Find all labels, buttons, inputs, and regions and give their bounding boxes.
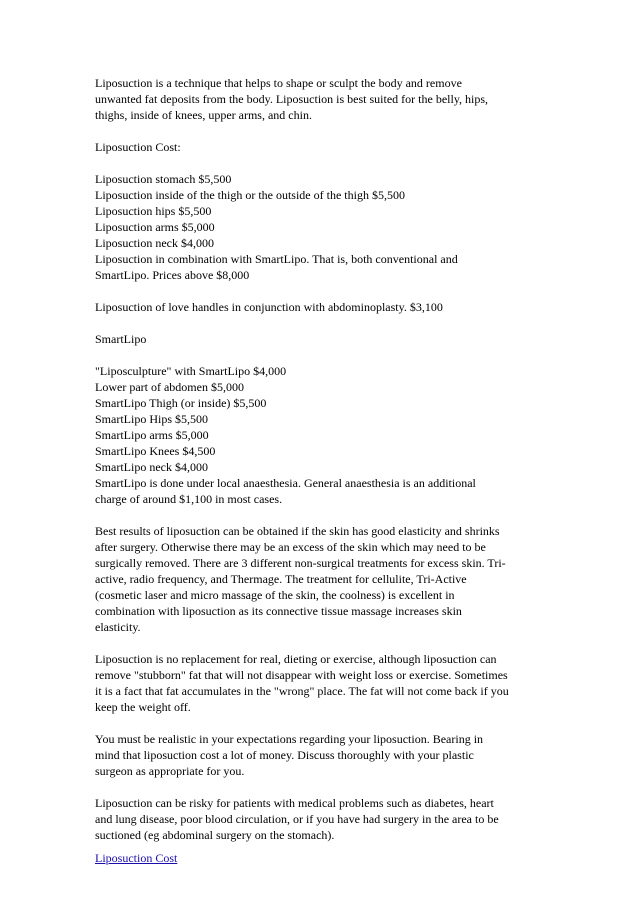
text-line: Liposuction of love handles in conjunction with abdominoplasty. $3,100 xyxy=(95,300,443,314)
text-line: mind that liposuction cost a lot of money. Discuss thoroughly with your plastic xyxy=(95,748,474,762)
text-line: keep the weight off. xyxy=(95,700,191,714)
text-line: after surgery. Otherwise there may be an excess of the skin which may need to be xyxy=(95,540,486,554)
text-line: combination with liposuction as its connective tissue massage increases skin xyxy=(95,604,462,618)
text-line: thighs, inside of knees, upper arms, and chin. xyxy=(95,108,312,122)
cost-heading-text: Liposuction Cost: xyxy=(95,140,181,154)
realistic-paragraph xyxy=(95,731,555,779)
list-item: SmartLipo Hips $5,500 xyxy=(95,412,208,426)
list-item: Liposuction stomach $5,500 xyxy=(95,172,232,186)
text-line: surgically removed. There are 3 different non-surgical treatments for excess skin. Tri- xyxy=(95,556,506,570)
text-line: it is a fact that fat accumulates in the "wrong" place. The fat will not come back if you xyxy=(95,684,509,698)
text-line: (cosmetic laser and micro massage of the skin, the coolness) is excellent in xyxy=(95,588,455,602)
text-line: remove "stubborn" fat that will not disappear with weight loss or exercise. Sometimes xyxy=(95,668,508,682)
list-item: SmartLipo Thigh (or inside) $5,500 xyxy=(95,396,267,410)
love-handles-paragraph xyxy=(95,299,555,315)
text-line: Liposuction is no replacement for real, dieting or exercise, although liposuction can xyxy=(95,652,497,666)
text-line: Liposuction is a technique that helps to shape or sculpt the body and remove xyxy=(95,76,462,90)
list-item: Liposuction inside of the thigh or the outside of the thigh $5,500 xyxy=(95,188,405,202)
text-line: Liposuction can be risky for patients with medical problems such as diabetes, heart xyxy=(95,796,494,810)
text-line: and lung disease, poor blood circulation, or if you have had surgery in the area to be xyxy=(95,812,499,826)
smartlipo-list xyxy=(95,363,555,507)
list-item: Liposuction arms $5,000 xyxy=(95,220,215,234)
list-item: SmartLipo Knees $4,500 xyxy=(95,444,216,458)
text-line: surgeon as appropriate for you. xyxy=(95,764,245,778)
intro-paragraph xyxy=(95,75,555,123)
list-item: SmartLipo. Prices above $8,000 xyxy=(95,268,250,282)
list-item: Liposuction hips $5,500 xyxy=(95,204,212,218)
list-item: SmartLipo arms $5,000 xyxy=(95,428,209,442)
list-item: "Liposculpture" with SmartLipo $4,000 xyxy=(95,364,287,378)
list-item: SmartLipo neck $4,000 xyxy=(95,460,208,474)
cost-heading xyxy=(95,139,555,155)
text-line: elasticity. xyxy=(95,620,141,634)
list-item: Liposuction in combination with SmartLipo. That is, both conventional and xyxy=(95,252,458,266)
list-item: Liposuction neck $4,000 xyxy=(95,236,214,250)
text-line: You must be realistic in your expectations regarding your liposuction. Bearing in xyxy=(95,732,484,746)
text-line: active, radio frequency, and Thermage. The treatment for cellulite, Tri-Active xyxy=(95,572,467,586)
liposuction-cost-link[interactable]: Liposuction Cost xyxy=(95,851,178,865)
text-line: unwanted fat deposits from the body. Liposuction is best suited for the belly, hips, xyxy=(95,92,489,106)
list-item: charge of around $1,100 in most cases. xyxy=(95,492,283,506)
risky-paragraph xyxy=(95,795,555,843)
document-body xyxy=(95,75,555,859)
smartlipo-heading-text: SmartLipo xyxy=(95,332,147,346)
text-line: Best results of liposuction can be obtained if the skin has good elasticity and shrinks xyxy=(95,524,500,538)
list-item: Lower part of abdomen $5,000 xyxy=(95,380,244,394)
best-results-paragraph xyxy=(95,523,555,635)
cost-list xyxy=(95,171,555,283)
text-line: suctioned (eg abdominal surgery on the stomach). xyxy=(95,828,335,842)
list-item: SmartLipo is done under local anaesthesia. General anaesthesia is an additional xyxy=(95,476,476,490)
smartlipo-heading xyxy=(95,331,555,347)
no-replacement-paragraph xyxy=(95,651,555,715)
